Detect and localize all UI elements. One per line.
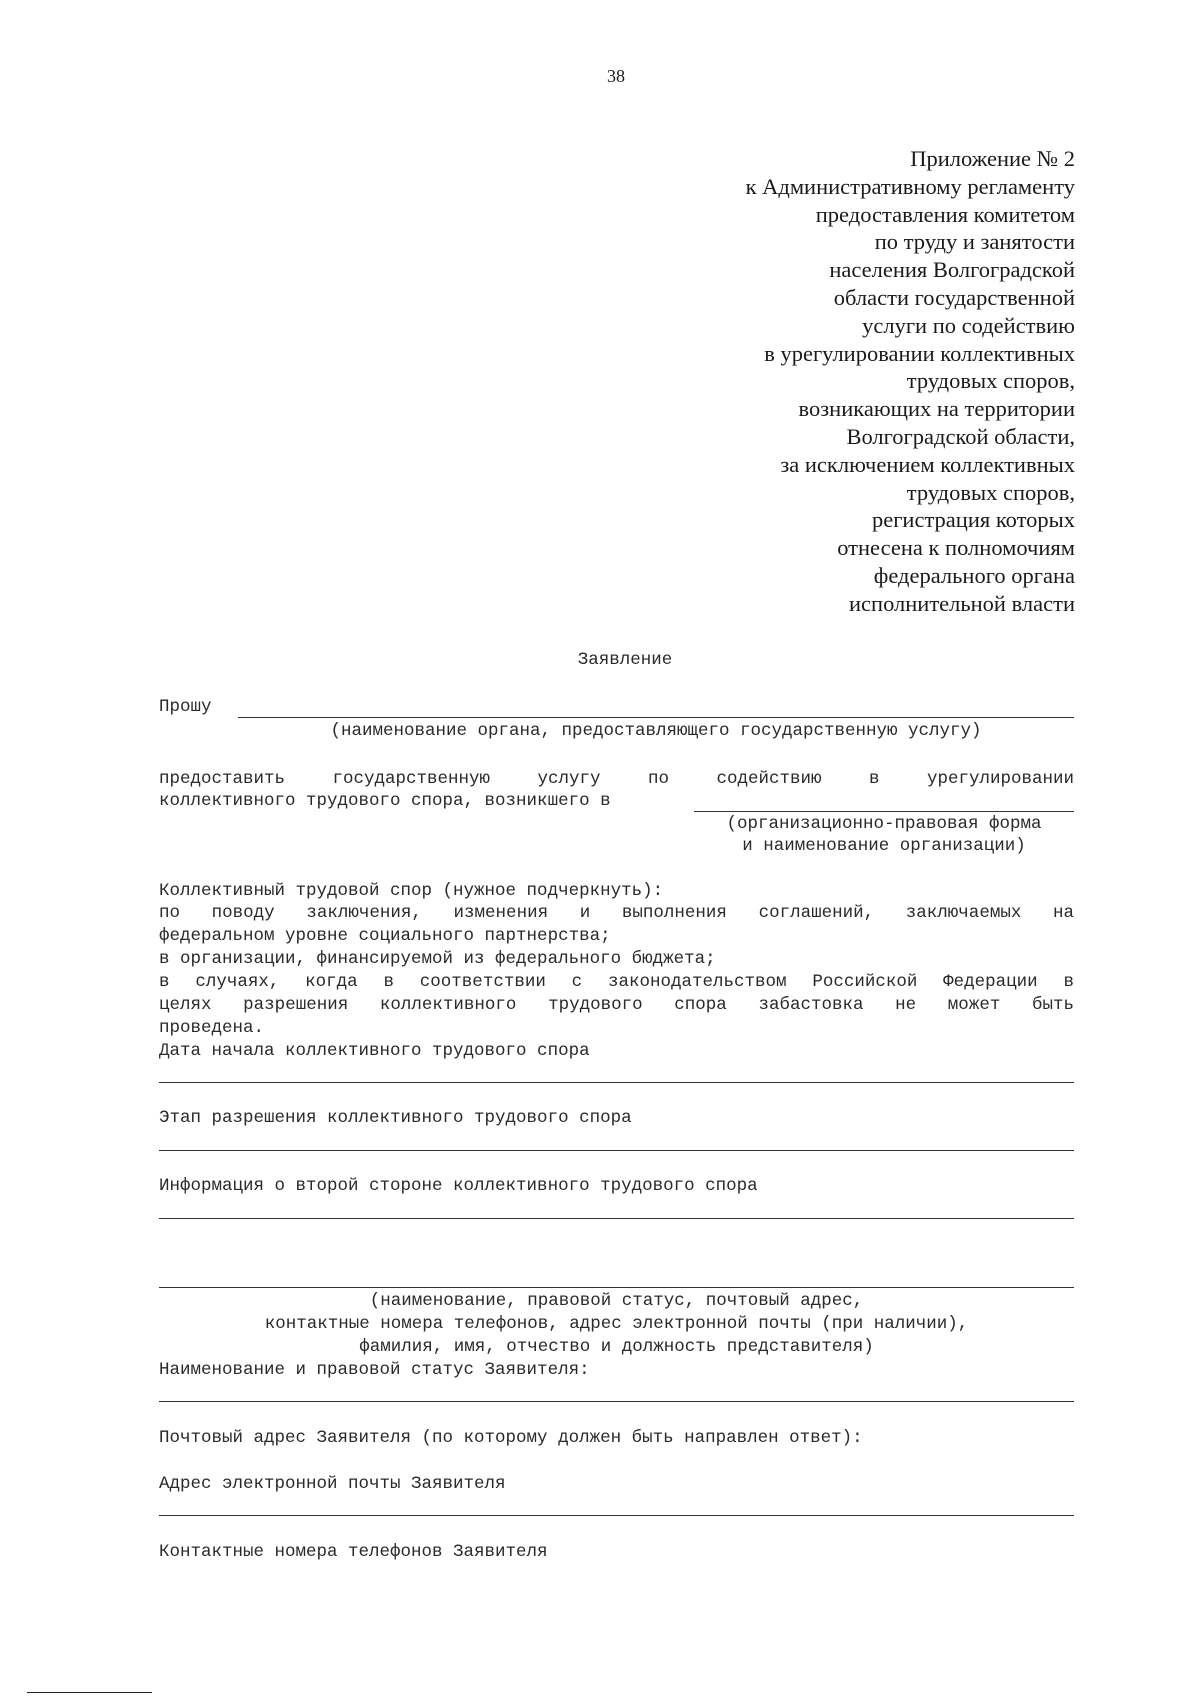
dispute-type-3-line-2[interactable]: целях разрешения коллективного трудового спора забастовка не может быть: [159, 995, 1074, 1015]
second-party-blank-line-2[interactable]: [159, 1287, 1074, 1288]
applicant-name-label: Наименование и правовой статус Заявителя:: [159, 1360, 590, 1380]
request-label: Прошу: [159, 697, 212, 717]
document-title: Заявление: [577, 650, 673, 670]
email-label: Адрес электронной почты Заявителя: [159, 1474, 506, 1494]
start-date-label: Дата начала коллективного трудового спора: [159, 1041, 590, 1061]
appendix-line: отнесена к полномочиям: [837, 535, 1075, 561]
second-party-blank-line-1[interactable]: [159, 1218, 1074, 1219]
appendix-line: населения Волгоградской: [829, 257, 1075, 283]
appendix-line: исполнительной власти: [849, 590, 1075, 616]
appendix-line: регистрация которых: [871, 507, 1075, 533]
footnote-rule: [27, 1692, 152, 1693]
organization-caption-1: (организационно-правовая форма: [726, 814, 1042, 834]
second-party-label: Информация о второй стороне коллективного трудового спора: [159, 1176, 758, 1196]
appendix-line: предоставления комитетом: [815, 201, 1075, 227]
email-blank-line[interactable]: [159, 1515, 1074, 1516]
applicant-name-blank-line[interactable]: [159, 1401, 1074, 1402]
provide-line-1: предоставить государственную услугу по содействию в урегулировании: [159, 769, 1074, 789]
appendix-line: трудовых споров,: [906, 368, 1075, 394]
appendix-line: области государственной: [833, 284, 1075, 310]
appendix-line: в урегулировании коллективных: [764, 340, 1075, 366]
organization-caption-2: и наименование организации): [742, 836, 1026, 856]
postal-address-label: Почтовый адрес Заявителя (по которому должен быть направлен ответ):: [159, 1428, 863, 1448]
start-date-blank-line[interactable]: [159, 1082, 1074, 1083]
appendix-line: к Административному регламенту: [745, 173, 1075, 199]
phones-label: Контактные номера телефонов Заявителя: [159, 1542, 548, 1562]
dispute-type-2[interactable]: в организации, финансируемой из федерального бюджета;: [159, 949, 716, 969]
dispute-type-3-line-1[interactable]: в случаях, когда в соответствии с законодательством Российской Федерации в: [159, 972, 1074, 992]
dispute-types-heading: Коллективный трудовой спор (нужное подчеркнуть):: [159, 881, 664, 901]
appendix-line: услуги по содействию: [862, 312, 1075, 338]
dispute-type-1-line-2[interactable]: федеральном уровне социального партнерства;: [159, 926, 611, 946]
request-caption: (наименование органа, предоставляющего государственную услугу): [330, 721, 982, 741]
page-number: 38: [607, 66, 625, 86]
appendix-line: Приложение № 2: [910, 146, 1075, 171]
appendix-line: Волгоградской области,: [846, 423, 1075, 449]
appendix-line: возникающих на территории: [798, 396, 1075, 422]
dispute-type-1-line-1[interactable]: по поводу заключения, изменения и выполнения соглашений, заключаемых на: [159, 903, 1074, 923]
appendix-line: трудовых споров,: [906, 479, 1075, 505]
second-party-caption-2: контактные номера телефонов, адрес электронной почты (при наличии),: [264, 1314, 969, 1334]
provide-line-2: коллективного трудового спора, возникшего в: [159, 791, 611, 811]
second-party-caption-1: (наименование, правовой статус, почтовый адрес,: [369, 1291, 864, 1311]
appendix-line: за исключением коллективных: [780, 451, 1075, 477]
second-party-caption-3: фамилия, имя, отчество и должность представителя): [359, 1337, 874, 1357]
stage-blank-line[interactable]: [159, 1150, 1074, 1151]
dispute-type-3-line-3[interactable]: проведена.: [159, 1018, 265, 1038]
appendix-line: федерального органа: [873, 562, 1075, 588]
request-blank-line[interactable]: [238, 717, 1074, 718]
appendix-header: [746, 145, 1075, 618]
stage-label: Этап разрешения коллективного трудового спора: [159, 1108, 632, 1128]
organization-blank-line[interactable]: [694, 811, 1074, 812]
appendix-line: по труду и занятости: [874, 229, 1075, 255]
